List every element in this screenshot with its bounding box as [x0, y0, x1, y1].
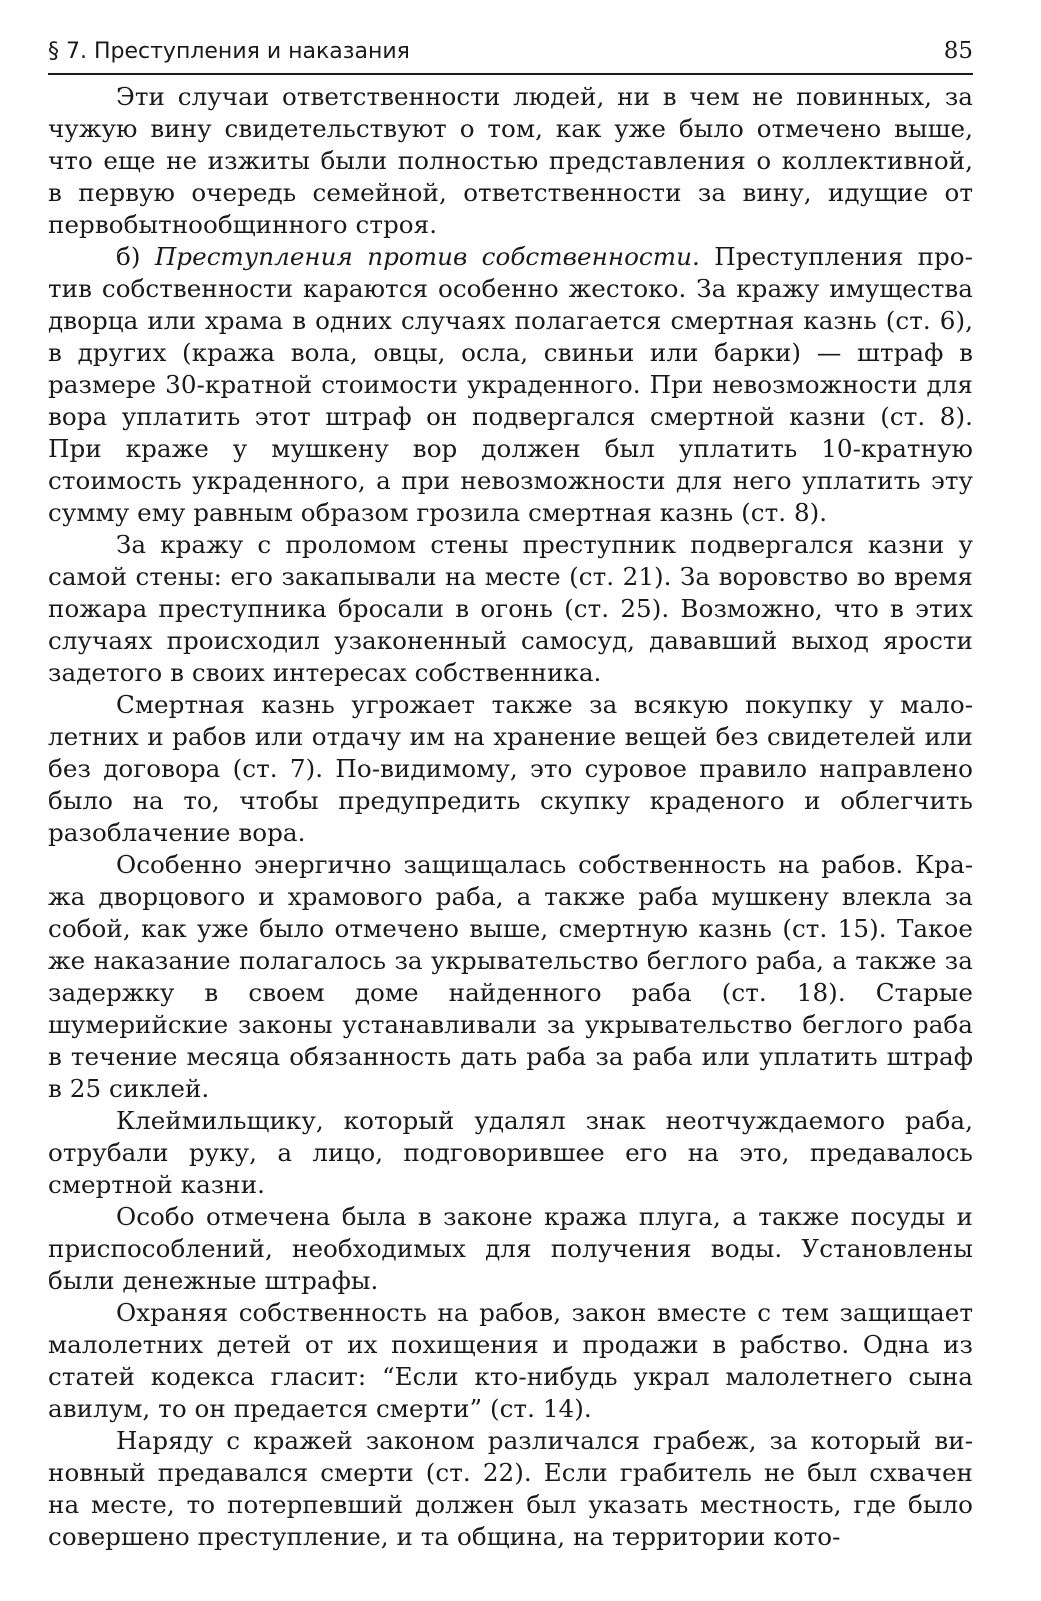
paragraph-text: Преступления против собственности караются особенно жестоко. За кражу имущества дворца или храма в одних случаях полагается смертная казнь (ст. 6), в других (кража вола, овцы, осла, свиньи или барки) — штраф в размере 30-кратной стоимости украденного. При невозможности для вора уплатить этот штраф он подвергался смертной казни (ст. 8). При краже у мушкену вор должен был уплатить 10-кратную стоимость украденного, а при невозможности для него уплатить эту сумму ему равным образом грозила смертная казнь (ст. 8). — [48, 242, 973, 527]
paragraph — [48, 689, 973, 849]
page-number: 85 — [943, 38, 973, 64]
paragraph — [48, 81, 973, 241]
subheading: Преступления против собственности. — [154, 242, 700, 271]
paragraph-text: Охраняя собственность на рабов, закон вместе с тем защищает малолетних детей от их похищения и продажи в рабство. Одна из статей кодекса гласит: “Если кто-нибудь украл малолетнего сына авилум, то он предается смерти” (ст. 14). — [48, 1298, 973, 1423]
paragraph-text: Смертная казнь угрожает также за всякую покупку у малолетних и рабов или отдачу им на хранение вещей без свидетелей или без договора (ст. 7). По-видимому, это суровое правило направлено было на то, чтобы предупредить скупку краденого и облегчить разоблачение вора. — [48, 690, 973, 847]
paragraph-text: Клеймильщику, который удалял знак неотчуждаемого раба, отрубали руку, а лицо, подговорившее его на это, предавалось смертной казни. — [48, 1106, 973, 1199]
paragraph — [48, 849, 973, 1105]
paragraph — [48, 1105, 973, 1201]
paragraph — [48, 1201, 973, 1297]
paragraph — [48, 241, 973, 529]
paragraph-text: Наряду с кражей законом различался грабеж, за который виновный предавался смерти (ст. 22). Если грабитель не был схвачен на месте, то потерпевший должен был указать местность, где было совершено преступление, и та община, на территории кото- — [48, 1426, 973, 1551]
paragraph-prefix: б) — [116, 242, 155, 271]
section-title: § 7. Преступления и наказания — [48, 39, 410, 64]
paragraph-text: За кражу с проломом стены преступник подвергался казни у самой стены: его закапывали на месте (ст. 21). За воровство во время пожара преступника бросали в огонь (ст. 25). Возможно, что в этих случаях происходил узаконенный самосуд, дававший выход ярости задетого в своих интересах собственника. — [48, 530, 973, 687]
running-header — [48, 36, 973, 75]
paragraph-text: Эти случаи ответственности людей, ни в чем не повинных, за чужую вину свидетельствуют о том, как уже было отмечено выше, что еще не изжиты были полностью представления о коллективной, в первую очередь семейной, ответственности за вину, идущие от первобытнообщинного строя. — [48, 82, 973, 239]
paragraph-text: Особенно энергично защищалась собственность на рабов. Кража дворцового и храмового раба, а также раба мушкену влекла за собой, как уже было отмечено выше, смертную казнь (ст. 15). Такое же наказание полагалось за укрывательство беглого раба, а также за задержку в своем доме найденного раба (ст. 18). Старые шумерийские законы устанавливали за укрывательство беглого раба в течение месяца обязанность дать раба за раба или уплатить штраф в 25 сиклей. — [48, 850, 973, 1103]
book-page — [48, 36, 973, 1553]
paragraph — [48, 1425, 973, 1553]
body-text — [48, 81, 973, 1553]
paragraph — [48, 1297, 973, 1425]
paragraph-text: Особо отмечена была в законе кража плуга, а также посуды и приспособлений, необходимых для получения воды. Установлены были денежные штрафы. — [48, 1202, 973, 1295]
paragraph — [48, 529, 973, 689]
